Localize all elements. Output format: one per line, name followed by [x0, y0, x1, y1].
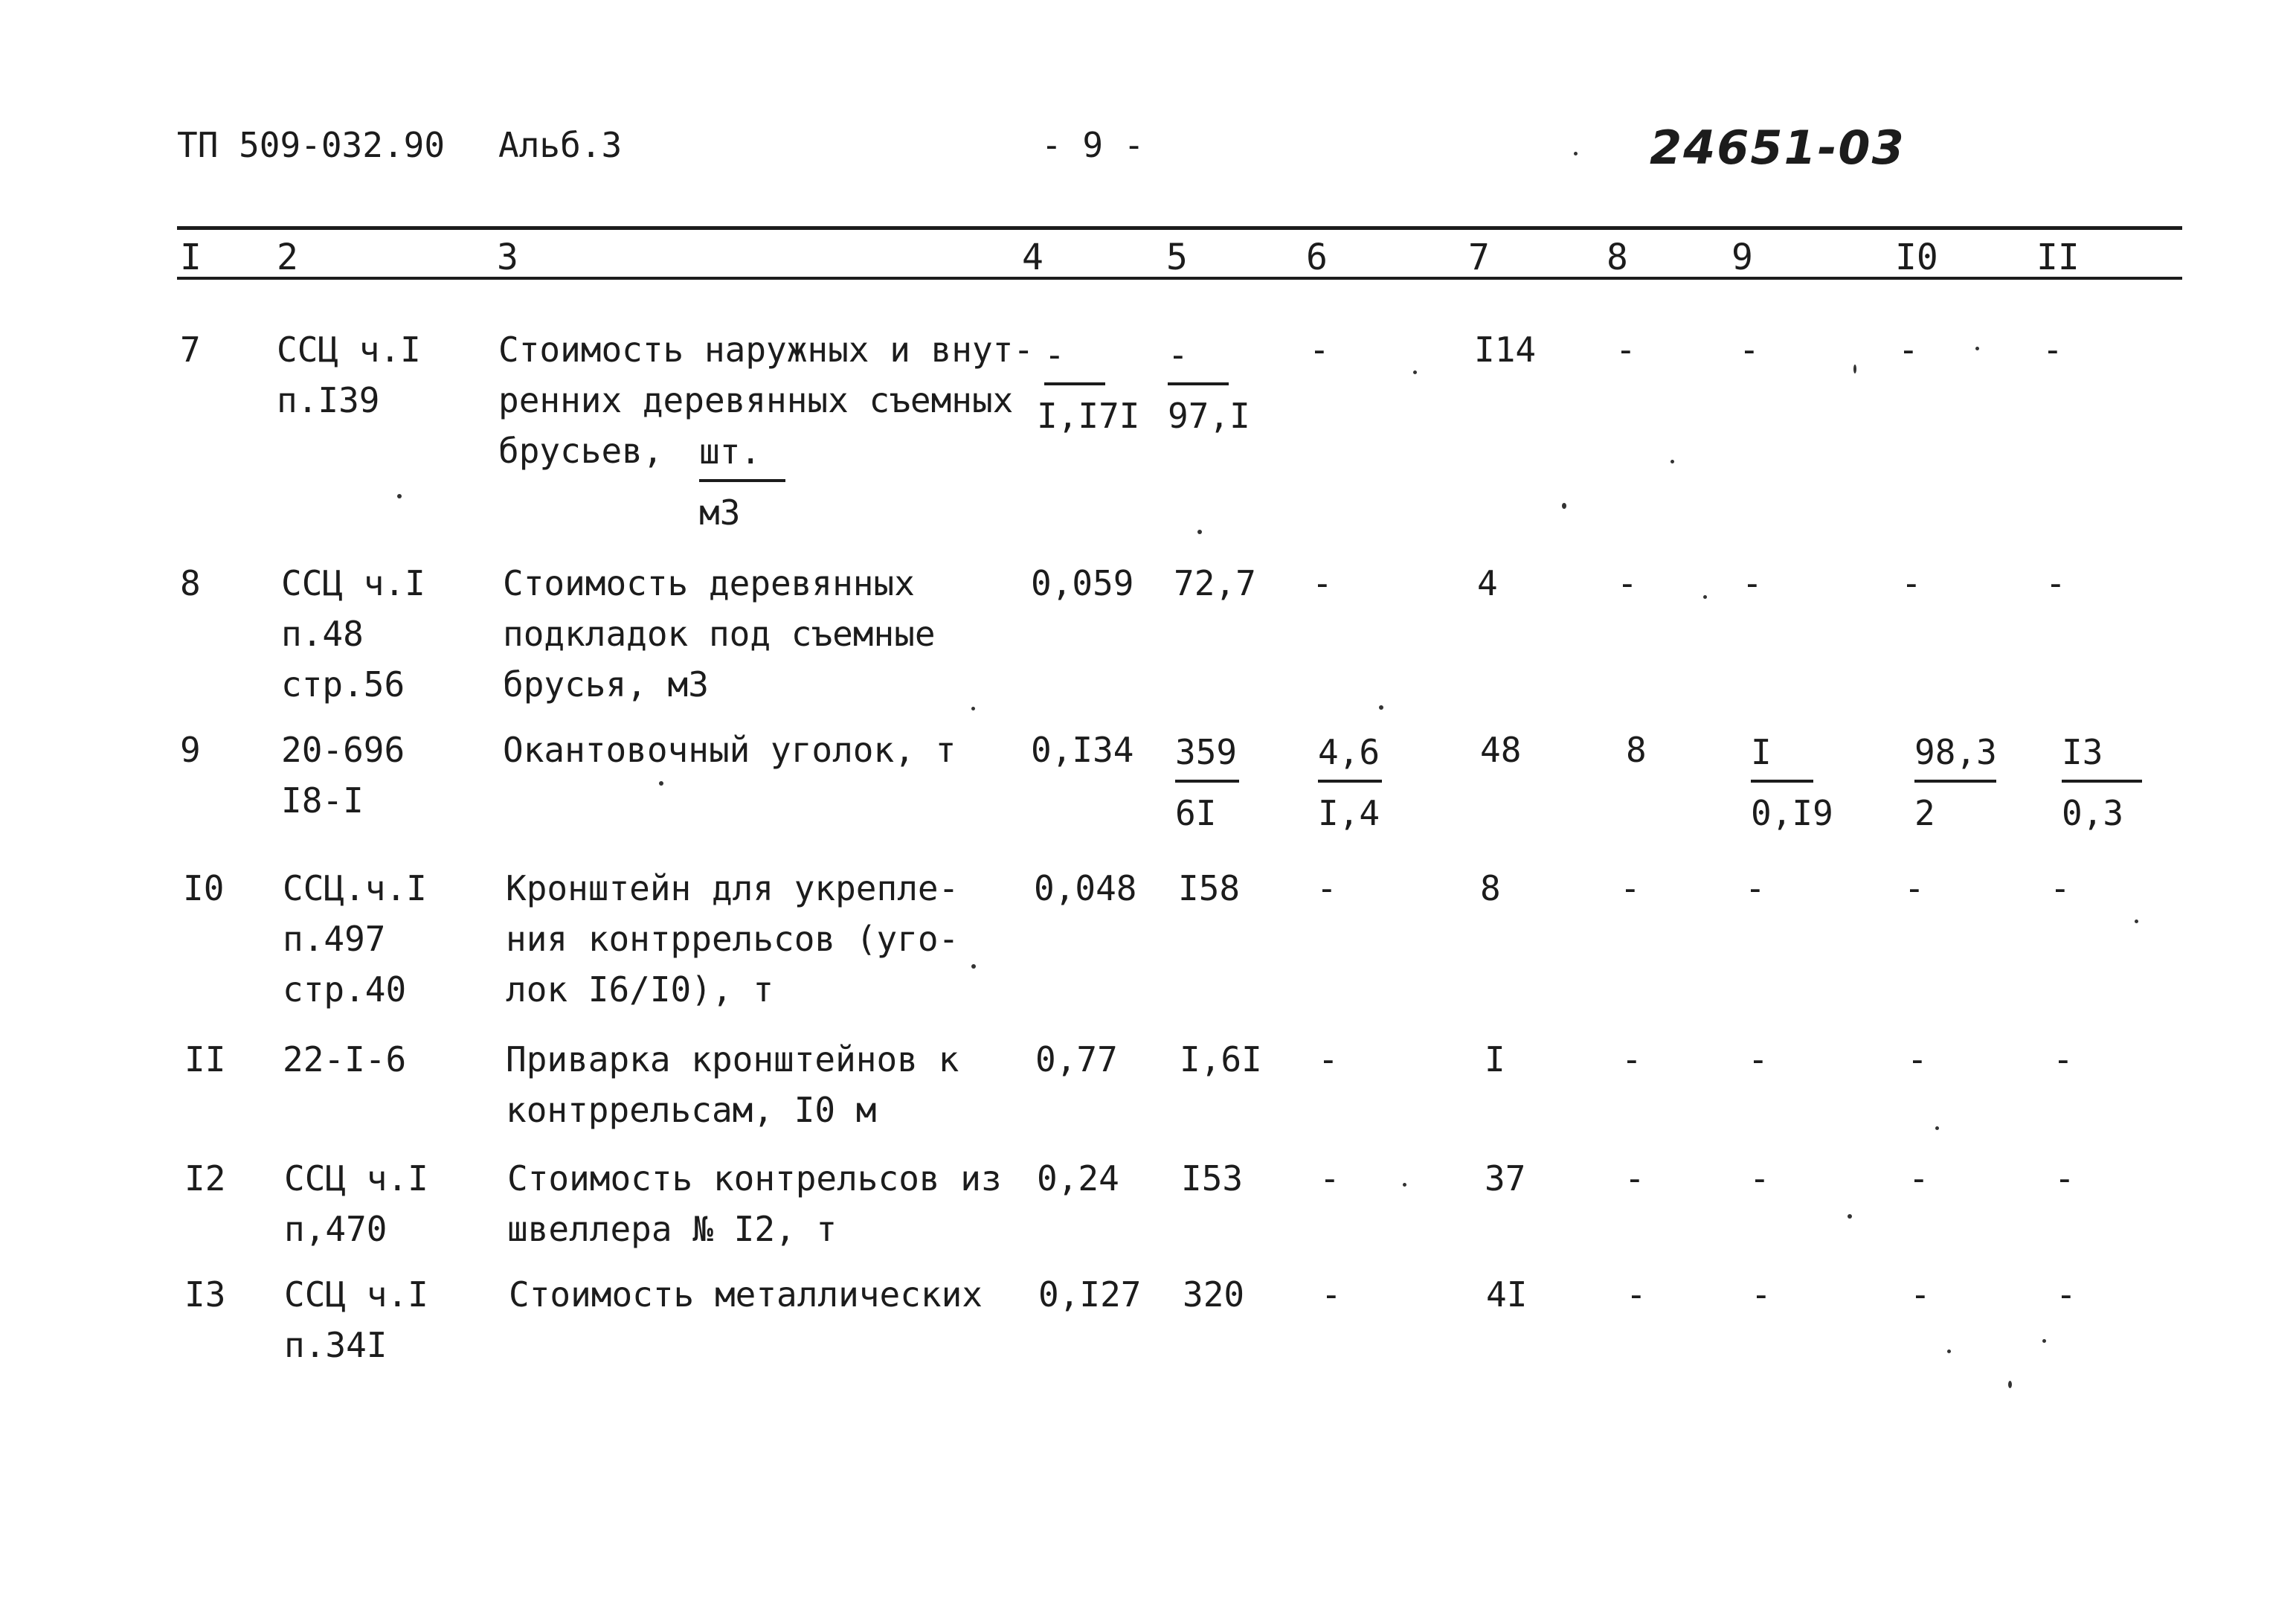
fraction-denominator: I,4: [1318, 793, 1380, 833]
scan-speck: [397, 494, 402, 498]
cell-c4: 0,048: [1034, 868, 1137, 908]
cell-c4: 0,24: [1037, 1158, 1119, 1198]
col-header-6: 6: [1306, 237, 1328, 278]
scan-speck: [971, 707, 975, 710]
page-number: - 9 -: [1041, 125, 1145, 165]
cell-c5: I53: [1181, 1158, 1244, 1198]
row-ref-line: стр.40: [283, 969, 407, 1010]
cell-c7: 4: [1477, 563, 1498, 603]
row-ref-line: I8-I: [281, 780, 364, 821]
album-label: Альб.3: [498, 125, 623, 165]
cell-c7: 4I: [1486, 1274, 1528, 1315]
cell-c7: I14: [1474, 330, 1537, 370]
cell-c7: 37: [1485, 1158, 1526, 1198]
row-number: 9: [180, 730, 201, 770]
cell-c9: -: [1749, 1158, 1770, 1198]
col-header-2: 2: [277, 237, 298, 278]
cell-c7: 8: [1480, 868, 1501, 908]
row-ref-line: п.497: [283, 919, 386, 959]
fraction-bar: [2062, 780, 2142, 783]
row-desc-line: брусьев,: [498, 431, 663, 471]
scan-speck: [1703, 595, 1707, 599]
cell-c11: -: [2045, 563, 2066, 603]
cell-c11: -: [2056, 1274, 2077, 1315]
cell-c11: -: [2042, 330, 2063, 370]
scan-speck: [971, 964, 976, 969]
scan-speck: [2135, 920, 2138, 923]
cell-c6: -: [1316, 868, 1337, 908]
cell-c10: -: [1901, 563, 1922, 603]
cell-c8: -: [1615, 330, 1636, 370]
cell-c6: -: [1318, 1039, 1339, 1079]
row-desc-line: Стоимость металлических: [509, 1274, 983, 1315]
row-ref-line: п,470: [284, 1209, 388, 1249]
row-number: I0: [183, 868, 225, 908]
fraction-numerator: 98,3: [1914, 732, 1997, 772]
row-ref-line: п.I39: [277, 380, 380, 420]
row-desc-line: Окантовочный уголок, т: [503, 730, 956, 770]
cell-c11: -: [2050, 868, 2071, 908]
row-number: 7: [180, 330, 201, 370]
fraction-bar: [1175, 780, 1239, 783]
row-number: I2: [184, 1158, 226, 1198]
fraction-c5: [1168, 333, 1250, 437]
scan-speck: [1848, 1214, 1852, 1219]
row-desc-line: ния контррельсов (уго-: [506, 919, 959, 959]
scan-speck: [659, 781, 663, 786]
fraction-denominator: 0,3: [2062, 793, 2124, 833]
fraction-c9: [1751, 731, 1833, 835]
cell-c9: -: [1742, 563, 1763, 603]
scan-speck: [1935, 1126, 1939, 1130]
fraction-bar: [1914, 780, 1996, 783]
cell-c8: -: [1620, 868, 1641, 908]
table-top-rule: [177, 226, 2182, 230]
cell-c10: -: [1898, 330, 1919, 370]
fraction-denominator: 2: [1914, 793, 1935, 833]
scan-speck: [1562, 503, 1566, 509]
cell-c7: 48: [1480, 730, 1522, 770]
cell-c6: -: [1321, 1274, 1342, 1315]
fraction-bar: [699, 479, 785, 482]
row-desc-line: контррельсам, I0 м: [506, 1090, 877, 1130]
cell-c8: -: [1621, 1039, 1642, 1079]
scan-speck: [1574, 152, 1578, 155]
col-header-7: 7: [1468, 237, 1490, 278]
fraction-numerator: 359: [1175, 732, 1238, 772]
row-ref-line: ССЦ ч.I: [284, 1274, 428, 1315]
scan-speck: [2042, 1339, 2046, 1343]
col-header-8: 8: [1607, 237, 1628, 278]
scan-speck: [1379, 705, 1383, 710]
row-ref-line: п.48: [281, 614, 364, 654]
cell-c6: -: [1319, 1158, 1340, 1198]
row-number: I3: [184, 1274, 226, 1315]
row-ref-line: п.34I: [284, 1325, 388, 1365]
cell-c7: I: [1485, 1039, 1505, 1079]
scan-speck: [1413, 370, 1417, 374]
doc-code: ТП 509-032.90: [177, 125, 446, 165]
cell-c4: 0,77: [1035, 1039, 1118, 1079]
scan-speck: [1947, 1350, 1951, 1353]
cell-c9: -: [1739, 330, 1760, 370]
scan-speck: [1853, 365, 1856, 373]
cell-c10: -: [1907, 1039, 1928, 1079]
fraction-c11: [2062, 731, 2142, 835]
unit-numerator: шт.: [699, 431, 762, 472]
fraction-numerator: -: [1168, 335, 1189, 375]
row-desc-line: брусья, м3: [503, 664, 709, 705]
cell-c5: 320: [1183, 1274, 1245, 1315]
cell-c5: 72,7: [1174, 563, 1256, 603]
doc-number: 24651-03: [1650, 121, 1906, 175]
row-ref-line: 22-I-6: [283, 1039, 407, 1079]
scan-speck: [1403, 1183, 1406, 1187]
cell-c5: I,6I: [1180, 1039, 1262, 1079]
row-ref-line: ССЦ ч.I: [284, 1158, 428, 1198]
cell-c4: 0,059: [1031, 563, 1134, 603]
row-desc-line: ренних деревянных съемных: [498, 380, 1014, 420]
scan-speck: [1197, 530, 1202, 534]
col-header-4: 4: [1022, 237, 1044, 278]
fraction-bar: [1318, 780, 1382, 783]
unit-fraction: [699, 430, 785, 534]
cell-c8: 8: [1626, 730, 1647, 770]
cell-c4: 0,I27: [1038, 1274, 1142, 1315]
row-number: II: [184, 1039, 226, 1079]
row-desc-line: Приварка кронштейнов к: [506, 1039, 959, 1079]
fraction-denominator: 6I: [1175, 793, 1217, 833]
fraction-c6: [1318, 731, 1382, 835]
row-ref-line: 20-696: [281, 730, 405, 770]
cell-c10: -: [1910, 1274, 1931, 1315]
row-desc-line: Стоимость деревянных: [503, 563, 915, 603]
fraction-bar: [1168, 382, 1229, 385]
cell-c11: -: [2054, 1158, 2075, 1198]
fraction-c4: [1037, 333, 1140, 437]
fraction-numerator: I: [1751, 732, 1772, 772]
row-number: 8: [180, 563, 201, 603]
fraction-denominator: I,I7I: [1037, 396, 1140, 436]
fraction-denominator: 97,I: [1168, 396, 1250, 436]
fraction-numerator: -: [1044, 335, 1065, 375]
cell-c8: -: [1624, 1158, 1645, 1198]
fraction-c5: [1175, 731, 1239, 835]
col-header-1: I: [180, 237, 202, 278]
cell-c10: -: [1908, 1158, 1929, 1198]
cell-c9: -: [1748, 1039, 1769, 1079]
row-ref-line: стр.56: [281, 664, 405, 705]
cell-c4: 0,I34: [1031, 730, 1134, 770]
cell-c10: -: [1904, 868, 1925, 908]
cell-c8: -: [1617, 563, 1638, 603]
fraction-numerator: 4,6: [1318, 732, 1380, 772]
row-ref-line: ССЦ.ч.I: [283, 868, 427, 908]
fraction-numerator: I3: [2062, 732, 2103, 772]
col-header-9: 9: [1731, 237, 1753, 278]
row-desc-line: Кронштейн для укрепле-: [506, 868, 959, 908]
cell-c8: -: [1626, 1274, 1647, 1315]
col-header-5: 5: [1166, 237, 1188, 278]
row-desc-line: Стоимость контрельсов из: [507, 1158, 1002, 1198]
scan-speck: [2008, 1381, 2012, 1388]
scan-speck: [1670, 460, 1674, 463]
fraction-c10: [1914, 731, 1997, 835]
cell-c6: -: [1312, 563, 1333, 603]
cell-c11: -: [2053, 1039, 2074, 1079]
row-ref-line: ССЦ ч.I: [277, 330, 421, 370]
col-header-11: II: [2036, 237, 2080, 278]
cell-c9: -: [1751, 1274, 1772, 1315]
col-header-3: 3: [497, 237, 518, 278]
fraction-bar: [1751, 780, 1813, 783]
row-desc-line: швеллера № I2, т: [507, 1209, 837, 1249]
row-desc-line: подкладок под съемные: [503, 614, 936, 654]
scan-speck: [1975, 347, 1979, 350]
row-desc-line: лок I6/I0), т: [506, 969, 774, 1010]
fraction-denominator: 0,I9: [1751, 793, 1833, 833]
cell-c9: -: [1745, 868, 1766, 908]
row-desc-line: Стоимость наружных и внут-: [498, 330, 1035, 370]
cell-c6: -: [1309, 330, 1330, 370]
row-ref-line: ССЦ ч.I: [281, 563, 425, 603]
unit-denominator: м3: [699, 492, 741, 533]
col-header-10: I0: [1895, 237, 1938, 278]
fraction-bar: [1044, 382, 1105, 385]
cell-c5: I58: [1178, 868, 1241, 908]
